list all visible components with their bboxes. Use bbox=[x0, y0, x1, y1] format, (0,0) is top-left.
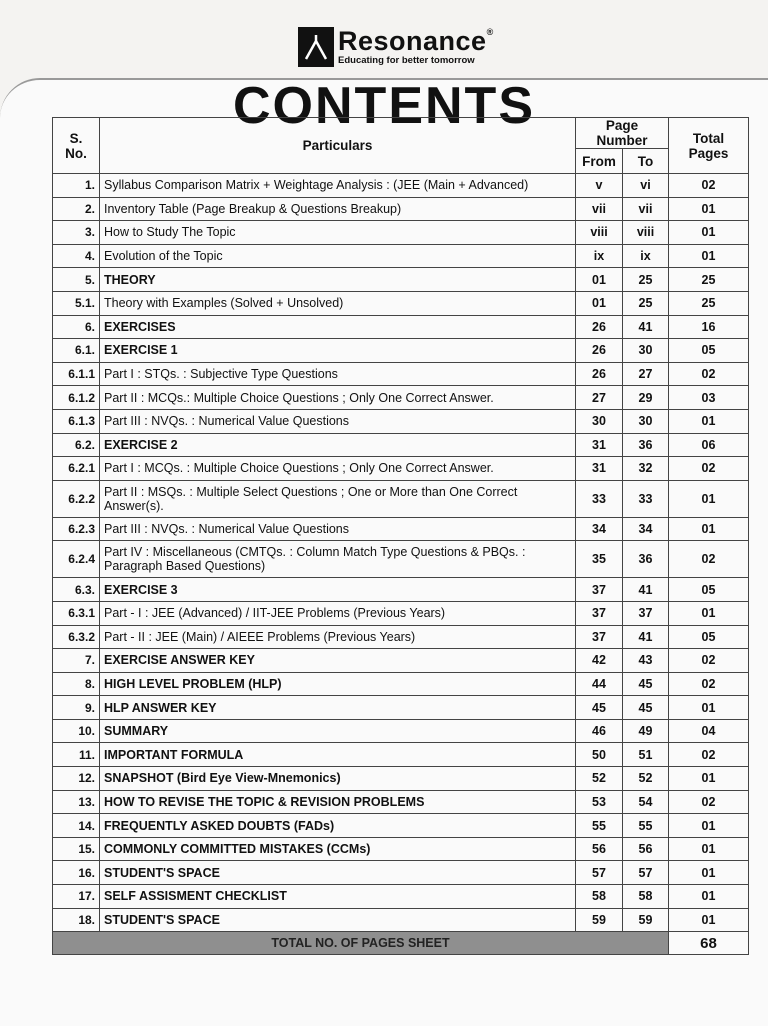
row-sno: 18. bbox=[53, 908, 100, 932]
table-row bbox=[53, 221, 749, 245]
brand-name: Resonance® bbox=[338, 26, 494, 57]
row-sno: 2. bbox=[53, 197, 100, 221]
table-row bbox=[53, 601, 749, 625]
row-total: 25 bbox=[669, 268, 749, 292]
table-row bbox=[53, 814, 749, 838]
row-to: 54 bbox=[623, 790, 669, 814]
row-to: 32 bbox=[623, 457, 669, 481]
contents-table bbox=[52, 117, 749, 955]
row-sno: 7. bbox=[53, 649, 100, 673]
row-total: 02 bbox=[669, 672, 749, 696]
row-particulars: HLP ANSWER KEY bbox=[100, 696, 576, 720]
resonance-logo bbox=[298, 24, 494, 70]
row-to: 41 bbox=[623, 315, 669, 339]
row-to: ix bbox=[623, 244, 669, 268]
row-sno: 12. bbox=[53, 767, 100, 791]
row-particulars: Inventory Table (Page Breakup & Questions Breakup) bbox=[100, 197, 576, 221]
row-particulars: STUDENT'S SPACE bbox=[100, 908, 576, 932]
row-to: vi bbox=[623, 174, 669, 198]
row-from: 42 bbox=[576, 649, 623, 673]
row-total: 05 bbox=[669, 339, 749, 363]
table-row bbox=[53, 861, 749, 885]
row-from: viii bbox=[576, 221, 623, 245]
table-row bbox=[53, 743, 749, 767]
row-total: 02 bbox=[669, 541, 749, 578]
row-sno: 3. bbox=[53, 221, 100, 245]
row-from: 31 bbox=[576, 433, 623, 457]
row-sno: 17. bbox=[53, 885, 100, 909]
row-sno: 6. bbox=[53, 315, 100, 339]
row-to: 36 bbox=[623, 433, 669, 457]
row-from: 57 bbox=[576, 861, 623, 885]
row-to: 57 bbox=[623, 861, 669, 885]
table-row bbox=[53, 339, 749, 363]
row-from: 58 bbox=[576, 885, 623, 909]
row-sno: 16. bbox=[53, 861, 100, 885]
row-from: 46 bbox=[576, 719, 623, 743]
row-to: 45 bbox=[623, 672, 669, 696]
table-row bbox=[53, 885, 749, 909]
table-row bbox=[53, 696, 749, 720]
row-total: 16 bbox=[669, 315, 749, 339]
row-total: 01 bbox=[669, 861, 749, 885]
table-row bbox=[53, 767, 749, 791]
row-total: 02 bbox=[669, 174, 749, 198]
row-total: 05 bbox=[669, 578, 749, 602]
row-from: 45 bbox=[576, 696, 623, 720]
row-total: 03 bbox=[669, 386, 749, 410]
table-row bbox=[53, 457, 749, 481]
row-from: 53 bbox=[576, 790, 623, 814]
table-row bbox=[53, 908, 749, 932]
row-total: 01 bbox=[669, 601, 749, 625]
row-sno: 8. bbox=[53, 672, 100, 696]
row-sno: 6.1.3 bbox=[53, 409, 100, 433]
row-sno: 6.2.4 bbox=[53, 541, 100, 578]
row-sno: 11. bbox=[53, 743, 100, 767]
row-sno: 1. bbox=[53, 174, 100, 198]
table-row bbox=[53, 649, 749, 673]
row-from: 26 bbox=[576, 362, 623, 386]
row-total: 01 bbox=[669, 244, 749, 268]
row-total: 05 bbox=[669, 625, 749, 649]
row-to: 41 bbox=[623, 625, 669, 649]
row-total: 06 bbox=[669, 433, 749, 457]
row-particulars: Part II : MSQs. : Multiple Select Questions ; One or More than One Correct Answer(s). bbox=[100, 480, 576, 517]
row-total: 01 bbox=[669, 837, 749, 861]
row-particulars: Part II : MCQs.: Multiple Choice Questions ; Only One Correct Answer. bbox=[100, 386, 576, 410]
row-to: 29 bbox=[623, 386, 669, 410]
row-from: 33 bbox=[576, 480, 623, 517]
row-particulars: EXERCISE ANSWER KEY bbox=[100, 649, 576, 673]
row-from: 52 bbox=[576, 767, 623, 791]
row-to: 49 bbox=[623, 719, 669, 743]
row-from: vii bbox=[576, 197, 623, 221]
row-sno: 6.2.1 bbox=[53, 457, 100, 481]
row-particulars: EXERCISE 2 bbox=[100, 433, 576, 457]
row-particulars: How to Study The Topic bbox=[100, 221, 576, 245]
table-row bbox=[53, 291, 749, 315]
row-sno: 13. bbox=[53, 790, 100, 814]
row-to: 33 bbox=[623, 480, 669, 517]
row-sno: 6.2.2 bbox=[53, 480, 100, 517]
row-to: 45 bbox=[623, 696, 669, 720]
row-to: 30 bbox=[623, 339, 669, 363]
total-row bbox=[53, 932, 749, 955]
table-row bbox=[53, 362, 749, 386]
table-row bbox=[53, 268, 749, 292]
row-particulars: SELF ASSISMENT CHECKLIST bbox=[100, 885, 576, 909]
row-to: 59 bbox=[623, 908, 669, 932]
row-sno: 6.2.3 bbox=[53, 517, 100, 541]
row-particulars: EXERCISE 1 bbox=[100, 339, 576, 363]
row-particulars: Part - I : JEE (Advanced) / IIT-JEE Problems (Previous Years) bbox=[100, 601, 576, 625]
row-sno: 6.1.1 bbox=[53, 362, 100, 386]
table-row bbox=[53, 174, 749, 198]
row-total: 02 bbox=[669, 457, 749, 481]
row-to: 27 bbox=[623, 362, 669, 386]
table-row bbox=[53, 672, 749, 696]
row-from: v bbox=[576, 174, 623, 198]
row-to: 43 bbox=[623, 649, 669, 673]
row-to: 51 bbox=[623, 743, 669, 767]
row-to: 25 bbox=[623, 291, 669, 315]
row-sno: 5.1. bbox=[53, 291, 100, 315]
row-from: 26 bbox=[576, 339, 623, 363]
row-total: 01 bbox=[669, 221, 749, 245]
row-sno: 10. bbox=[53, 719, 100, 743]
row-to: 41 bbox=[623, 578, 669, 602]
row-to: 34 bbox=[623, 517, 669, 541]
row-to: viii bbox=[623, 221, 669, 245]
row-from: 30 bbox=[576, 409, 623, 433]
row-particulars: Evolution of the Topic bbox=[100, 244, 576, 268]
row-particulars: STUDENT'S SPACE bbox=[100, 861, 576, 885]
row-sno: 6.2. bbox=[53, 433, 100, 457]
row-total: 02 bbox=[669, 649, 749, 673]
table-row bbox=[53, 790, 749, 814]
row-from: 31 bbox=[576, 457, 623, 481]
row-total: 01 bbox=[669, 814, 749, 838]
row-from: 44 bbox=[576, 672, 623, 696]
row-total: 04 bbox=[669, 719, 749, 743]
row-from: 27 bbox=[576, 386, 623, 410]
row-particulars: Part I : MCQs. : Multiple Choice Questions ; Only One Correct Answer. bbox=[100, 457, 576, 481]
row-to: 30 bbox=[623, 409, 669, 433]
header-sno: S. No. bbox=[53, 118, 100, 174]
contents-table-wrap bbox=[52, 117, 748, 955]
row-from: 34 bbox=[576, 517, 623, 541]
row-sno: 6.3.1 bbox=[53, 601, 100, 625]
row-sno: 6.3.2 bbox=[53, 625, 100, 649]
row-from: 55 bbox=[576, 814, 623, 838]
row-total: 01 bbox=[669, 908, 749, 932]
header-from: From bbox=[576, 149, 623, 174]
row-from: 37 bbox=[576, 601, 623, 625]
row-total: 02 bbox=[669, 790, 749, 814]
row-to: vii bbox=[623, 197, 669, 221]
row-sno: 6.1.2 bbox=[53, 386, 100, 410]
row-particulars: COMMONLY COMMITTED MISTAKES (CCMs) bbox=[100, 837, 576, 861]
page-title: CONTENTS bbox=[233, 77, 535, 135]
row-particulars: IMPORTANT FORMULA bbox=[100, 743, 576, 767]
row-particulars: SNAPSHOT (Bird Eye View-Mnemonics) bbox=[100, 767, 576, 791]
row-total: 25 bbox=[669, 291, 749, 315]
row-particulars: THEORY bbox=[100, 268, 576, 292]
row-particulars: Part I : STQs. : Subjective Type Questions bbox=[100, 362, 576, 386]
row-total: 01 bbox=[669, 517, 749, 541]
table-row bbox=[53, 386, 749, 410]
row-total: 02 bbox=[669, 362, 749, 386]
row-particulars: EXERCISE 3 bbox=[100, 578, 576, 602]
row-particulars: FREQUENTLY ASKED DOUBTS (FADs) bbox=[100, 814, 576, 838]
row-total: 01 bbox=[669, 767, 749, 791]
header-page-number: Page Number bbox=[576, 118, 669, 149]
table-row bbox=[53, 197, 749, 221]
table-row bbox=[53, 837, 749, 861]
row-total: 01 bbox=[669, 409, 749, 433]
row-particulars: Part III : NVQs. : Numerical Value Questions bbox=[100, 409, 576, 433]
row-sno: 6.1. bbox=[53, 339, 100, 363]
table-row bbox=[53, 517, 749, 541]
row-to: 56 bbox=[623, 837, 669, 861]
row-from: 59 bbox=[576, 908, 623, 932]
row-from: 37 bbox=[576, 625, 623, 649]
table-row bbox=[53, 541, 749, 578]
row-particulars: Part IV : Miscellaneous (CMTQs. : Column Match Type Questions & PBQs. : Paragraph Based Questions) bbox=[100, 541, 576, 578]
row-total: 01 bbox=[669, 885, 749, 909]
row-from: ix bbox=[576, 244, 623, 268]
row-particulars: Part III : NVQs. : Numerical Value Questions bbox=[100, 517, 576, 541]
row-particulars: Syllabus Comparison Matrix + Weightage Analysis : (JEE (Main + Advanced) bbox=[100, 174, 576, 198]
row-to: 58 bbox=[623, 885, 669, 909]
row-from: 50 bbox=[576, 743, 623, 767]
row-total: 01 bbox=[669, 197, 749, 221]
row-sno: 14. bbox=[53, 814, 100, 838]
table-row bbox=[53, 315, 749, 339]
row-particulars: HOW TO REVISE THE TOPIC & REVISION PROBLEMS bbox=[100, 790, 576, 814]
row-sno: 5. bbox=[53, 268, 100, 292]
table-row bbox=[53, 480, 749, 517]
table-row bbox=[53, 409, 749, 433]
row-total: 01 bbox=[669, 696, 749, 720]
header-to: To bbox=[623, 149, 669, 174]
row-to: 36 bbox=[623, 541, 669, 578]
row-particulars: EXERCISES bbox=[100, 315, 576, 339]
table-row bbox=[53, 244, 749, 268]
row-sno: 6.3. bbox=[53, 578, 100, 602]
row-to: 25 bbox=[623, 268, 669, 292]
table-row bbox=[53, 433, 749, 457]
row-sno: 15. bbox=[53, 837, 100, 861]
row-from: 01 bbox=[576, 268, 623, 292]
row-from: 26 bbox=[576, 315, 623, 339]
row-total: 01 bbox=[669, 480, 749, 517]
header-particulars: Particulars bbox=[100, 118, 576, 174]
table-row bbox=[53, 719, 749, 743]
row-from: 35 bbox=[576, 541, 623, 578]
row-from: 37 bbox=[576, 578, 623, 602]
row-total: 02 bbox=[669, 743, 749, 767]
brand-tagline: Educating for better tomorrow bbox=[338, 55, 475, 67]
resonance-logo-icon bbox=[298, 27, 334, 67]
row-from: 01 bbox=[576, 291, 623, 315]
total-label: TOTAL NO. OF PAGES SHEET bbox=[53, 932, 669, 955]
header-total-pages: Total Pages bbox=[669, 118, 749, 174]
table-row bbox=[53, 625, 749, 649]
row-to: 37 bbox=[623, 601, 669, 625]
row-particulars: Theory with Examples (Solved + Unsolved) bbox=[100, 291, 576, 315]
row-from: 56 bbox=[576, 837, 623, 861]
row-particulars: Part - II : JEE (Main) / AIEEE Problems (Previous Years) bbox=[100, 625, 576, 649]
row-to: 55 bbox=[623, 814, 669, 838]
row-particulars: SUMMARY bbox=[100, 719, 576, 743]
grand-total: 68 bbox=[669, 932, 749, 955]
row-sno: 4. bbox=[53, 244, 100, 268]
row-sno: 9. bbox=[53, 696, 100, 720]
row-to: 52 bbox=[623, 767, 669, 791]
table-row bbox=[53, 578, 749, 602]
row-particulars: HIGH LEVEL PROBLEM (HLP) bbox=[100, 672, 576, 696]
